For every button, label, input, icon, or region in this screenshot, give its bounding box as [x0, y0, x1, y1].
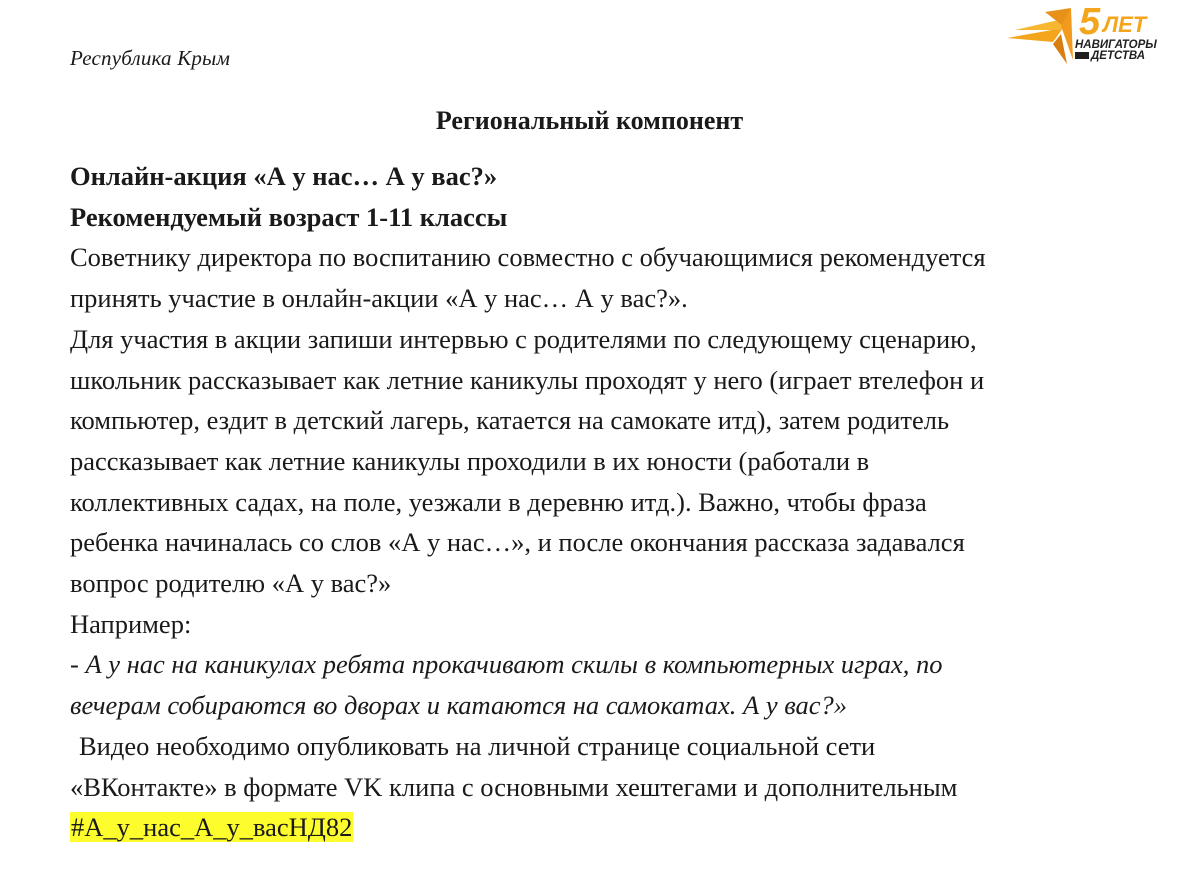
action-title: Онлайн-акция «А у нас… А у вас?»	[70, 161, 498, 191]
region-label: Республика Крым	[70, 46, 231, 70]
logo-bar	[1075, 52, 1089, 59]
paragraph-line: Советнику директора по воспитанию совместно с обучающимися рекомендуется	[70, 242, 986, 273]
paragraph-line: ребенка начиналась со слов «А у нас…», и после окончания рассказа задавался	[70, 527, 965, 558]
logo-graphic	[1005, 0, 1165, 72]
navigators-of-childhood-logo	[1005, 0, 1165, 72]
logo-years: ЛЕТ	[1103, 12, 1147, 37]
paragraph-line: коллективных садах, на поле, уезжали в деревню итд.). Важно, чтобы фраза	[70, 486, 927, 517]
paragraph-line: школьник рассказывает как летние каникулы проходят у него (играет втелефон и	[70, 364, 985, 395]
paragraph-line: «ВКонтакте» в формате VK клипа с основными хештегами и дополнительным	[70, 771, 958, 802]
hashtag-highlight: #А_у_нас_А_у_васНД82	[71, 812, 353, 843]
hashtag-line	[70, 807, 1150, 848]
example-dash: -	[70, 649, 86, 680]
logo-swoosh-ray	[1007, 28, 1063, 42]
logo-line1: НАВИГАТОРЫ	[1075, 39, 1157, 51]
example-line	[70, 644, 1150, 685]
paragraph-line: рассказывает как летние каникулы проходили в их юности (работали в	[70, 445, 870, 476]
logo-number: 5	[1079, 1, 1101, 43]
example-text: А у нас на каникулах ребята прокачивают скилы в компьютерных играх, по	[85, 649, 943, 680]
example-label: Например:	[70, 608, 192, 639]
paragraph-line: вопрос родителю «А у вас?»	[70, 568, 392, 599]
paragraph-line: компьютер, ездит в детский лагерь, катается на самокате итд), затем родитель	[70, 405, 950, 436]
document-body	[70, 156, 1150, 848]
logo-line2: ДЕТСТВА	[1091, 50, 1146, 62]
paragraph-line: Видео необходимо опубликовать на личной странице социальной сети	[79, 730, 876, 761]
page-title: Региональный компонент	[435, 106, 744, 135]
paragraph-line: Для участия в акции запиши интервью с родителями по следующему сценарию,	[70, 323, 977, 354]
example-line: вечерам собираются во дворах и катаются на самокатах. А у вас?»	[70, 690, 848, 721]
paragraph-line: принять участие в онлайн-акции «А у нас… А у вас?».	[70, 283, 688, 314]
recommended-age: Рекомендуемый возраст 1-11 классы	[70, 201, 508, 232]
